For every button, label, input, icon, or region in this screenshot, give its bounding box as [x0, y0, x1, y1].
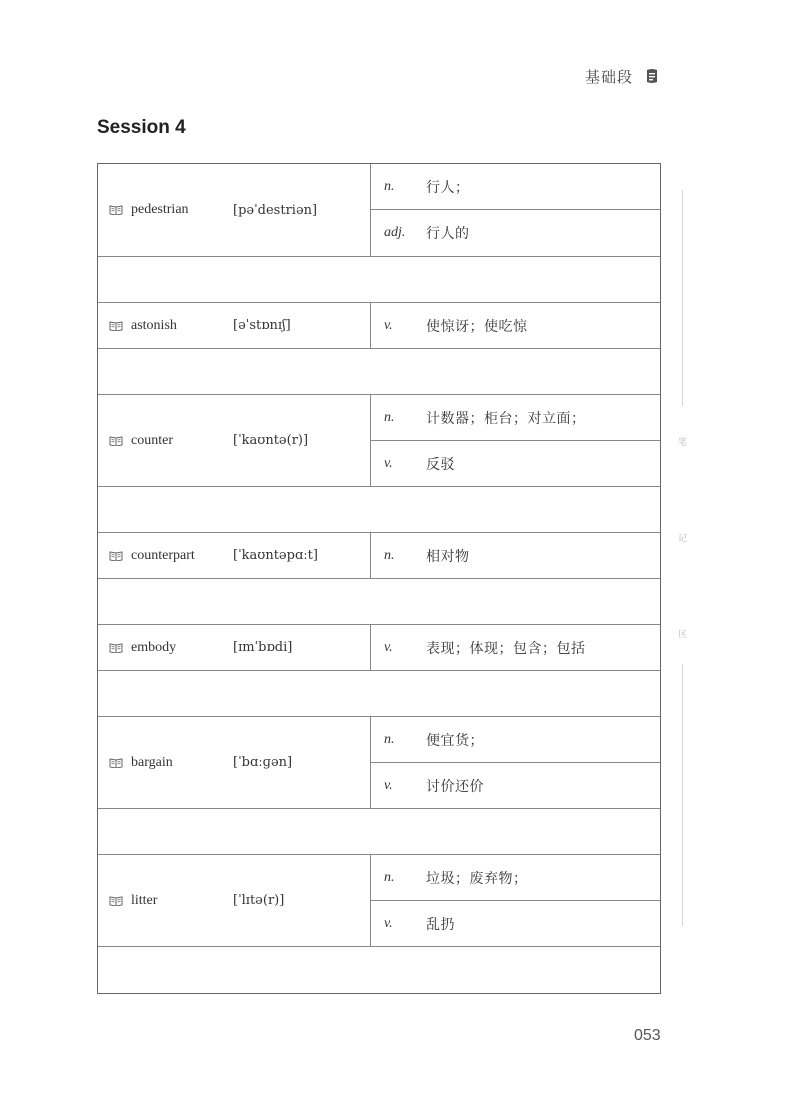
- part-of-speech: v.: [384, 777, 393, 793]
- phonetic: [əˈstɒnɪʃ]: [233, 318, 291, 333]
- senses: [371, 395, 660, 486]
- sense-row: [371, 901, 660, 946]
- senses: [371, 303, 660, 348]
- senses: [371, 625, 660, 670]
- senses: [371, 164, 660, 256]
- word: litter: [131, 892, 158, 908]
- vocab-entry: [98, 395, 660, 487]
- note-row: [98, 349, 660, 395]
- sense-row: [371, 855, 660, 901]
- sense-row: [371, 395, 660, 441]
- section-head-icon: [644, 68, 660, 86]
- sense-row: [371, 763, 660, 808]
- part-of-speech: adj.: [384, 225, 406, 240]
- book-icon: [109, 758, 123, 768]
- part-of-speech: v.: [384, 915, 393, 931]
- part-of-speech: v.: [384, 317, 393, 333]
- sense-row: [371, 210, 660, 256]
- vocab-entry: [98, 717, 660, 809]
- side-note-char: 区: [678, 629, 688, 639]
- definition: 垃圾；废弃物；: [426, 869, 528, 886]
- sense-row: [371, 303, 660, 348]
- word: counterpart: [131, 547, 195, 563]
- definition: 计数器；柜台；对立面；: [426, 409, 586, 426]
- note-row: [98, 947, 660, 993]
- vocab-entry: [98, 855, 660, 947]
- part-of-speech: n.: [384, 731, 395, 747]
- note-row: [98, 579, 660, 625]
- note-row: [98, 809, 660, 855]
- word: astonish: [131, 317, 177, 333]
- vocab-entry: [98, 533, 660, 579]
- word-cell: [98, 625, 371, 670]
- definition: 行人；: [426, 178, 470, 195]
- definition: 使惊讶；使吃惊: [426, 317, 528, 334]
- book-icon: [109, 896, 123, 906]
- senses: [371, 533, 660, 578]
- side-note-char: 记: [678, 533, 688, 543]
- part-of-speech: n.: [384, 869, 395, 885]
- word: counter: [131, 432, 173, 448]
- vocab-entry: [98, 164, 660, 257]
- senses: [371, 717, 660, 808]
- word: embody: [131, 639, 177, 655]
- page-number: 053: [634, 1027, 661, 1044]
- part-of-speech: n.: [384, 547, 395, 563]
- definition: 便宜货；: [426, 731, 484, 748]
- session-title: Session 4: [97, 117, 186, 138]
- definition: 乱扔: [426, 915, 455, 932]
- definition: 讨价还价: [426, 777, 484, 794]
- part-of-speech: v.: [384, 639, 393, 655]
- note-row: [98, 487, 660, 533]
- word-cell: [98, 717, 371, 808]
- section-label: 基础段: [585, 69, 634, 86]
- word: pedestrian: [131, 202, 189, 217]
- word-cell: [98, 855, 371, 946]
- word-cell: [98, 303, 371, 348]
- note-row: [98, 671, 660, 717]
- book-icon: [109, 643, 123, 653]
- book-icon: [109, 205, 123, 215]
- note-row: [98, 257, 660, 303]
- book-icon: [109, 321, 123, 331]
- definition: 行人的: [426, 225, 470, 241]
- definition: 反驳: [426, 455, 455, 472]
- sense-row: [371, 164, 660, 210]
- sense-row: [371, 533, 660, 578]
- phonetic: [ɪmˈbɒdi]: [233, 640, 293, 655]
- part-of-speech: v.: [384, 455, 393, 471]
- phonetic: [pəˈdestriən]: [233, 202, 318, 218]
- phonetic: [ˈkaʊntə(r)]: [233, 433, 309, 448]
- vocabulary-table: [97, 163, 661, 994]
- word-cell: [98, 533, 371, 578]
- book-icon: [109, 436, 123, 446]
- side-note-line: [682, 190, 683, 406]
- phonetic: [ˈlɪtə(r)]: [233, 893, 285, 908]
- definition: 相对物: [426, 547, 470, 564]
- sense-row: [371, 717, 660, 763]
- book-icon: [109, 551, 123, 561]
- vocab-entry: [98, 303, 660, 349]
- word-cell: [98, 164, 371, 256]
- phonetic: [ˈbɑːɡən]: [233, 755, 293, 770]
- definition: 表现；体现；包含；包括: [426, 639, 586, 656]
- phonetic: [ˈkaʊntəpɑːt]: [233, 548, 318, 563]
- sense-row: [371, 625, 660, 670]
- side-note-char: 笔: [678, 437, 688, 447]
- part-of-speech: n.: [384, 409, 395, 425]
- sense-row: [371, 441, 660, 486]
- word-cell: [98, 395, 371, 486]
- side-note-line: [682, 664, 683, 926]
- senses: [371, 855, 660, 946]
- word: bargain: [131, 754, 173, 770]
- part-of-speech: n.: [384, 178, 395, 194]
- vocab-entry: [98, 625, 660, 671]
